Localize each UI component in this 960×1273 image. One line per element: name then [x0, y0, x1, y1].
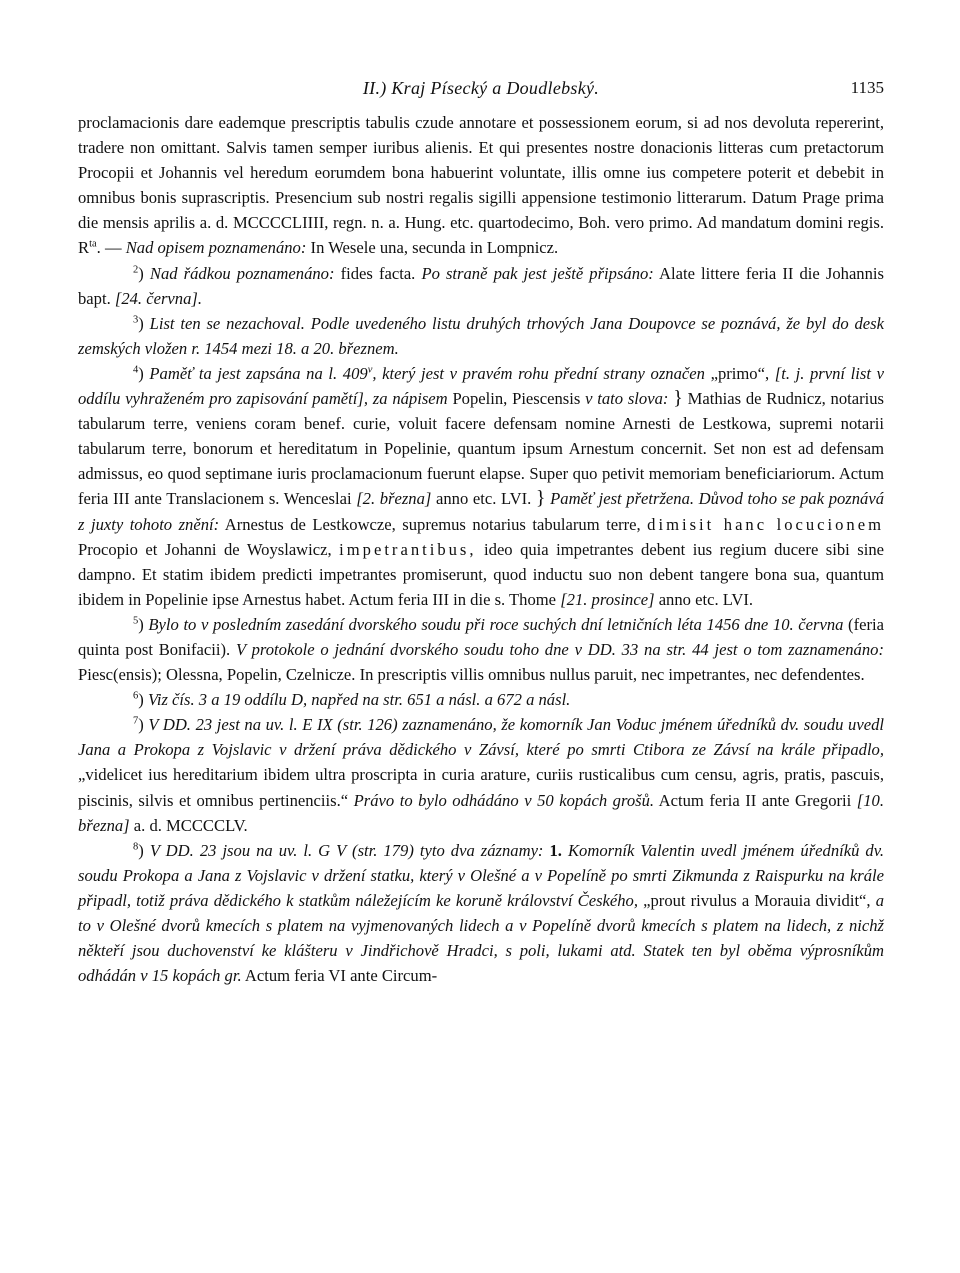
text-run: Piesc(ensis); Olessna, Popelin, Czelnicze. In prescriptis villis omnibus nullus paruit, nec impetrantes, nec defendentes.: [78, 665, 865, 685]
text-run: a. d. MCCCCLV.: [129, 815, 248, 835]
footnote-8: [78, 838, 884, 989]
brace-mark: }: [535, 487, 546, 510]
brace-mark: }: [673, 387, 683, 410]
text-run-italic: [2. března]: [356, 489, 432, 509]
text-run: anno etc. LVI.: [431, 489, 536, 509]
text-run-italic: Nad opisem poznamenáno:: [125, 238, 307, 258]
text-run-italic: V protokole o jednání dvorského soudu toho dne v DD. 33 na str. 44 jest o tom zaznamenáno:: [235, 639, 884, 659]
text-run: anno etc. LVI.: [654, 589, 754, 609]
text-run-italic: Komorník Valentin uvedl jménem úředníků dv. soudu Prokopa a Jana z Vojslavic v držení statku, který v Olešné a v Popelíně po smrti Zikmunda z Raispurku na krále připadl, totiž práva dědického k statkům náležejícím ke koruně království Českého,: [78, 840, 884, 910]
footnote-number: 2: [133, 264, 139, 276]
text-run-italic: [24. června].: [114, 288, 202, 308]
running-header: [78, 78, 884, 104]
text-run: Mathias de Rudnicz, notarius tabularum terre, veniens coram benef. curie, voluit facere defensam nomine Arnesti de Lestkowa, supremi notarii tabularum terre, bonorum et hereditatum in Popelinie, quantum ipsum Arnestum concernit. Set non est ad defensam admissus, eo quod septimane iuris proclamacionum fuerunt elapse. Super quo petivit memoriam beneficiariorum. Actum feria III ante Translacionem s. Wenceslai: [78, 389, 884, 509]
text-run-bold: 1.: [543, 840, 568, 860]
text-run: fides facta.: [334, 263, 422, 283]
footnote-2: [78, 261, 884, 311]
text-run-spaced: dimisit hanc locucionem: [647, 514, 885, 534]
text-run-italic: Paměť jest přetržena. Důvod toho se pak poznává z juxty tohoto znění:: [78, 489, 885, 534]
text-run-italic: [21. prosince]: [560, 589, 655, 609]
text-run: „videlicet ius hereditarium ibidem ultra proscripta in curia arature, curiis rusticalibus cum censu, agris, pratis, pascuis, piscinis, silvis et omnibus pertinenciis.“: [78, 765, 884, 810]
text-run: ): [138, 614, 149, 634]
text-run: ideo quia impetrantes debent ius regium ducere sibi sine dampno. Et statim ibidem predicti impetrantes promiserunt, quod inductu suo non debent tangere bona sua, quantum ibidem in Popelinie ipse Arnestus habet. Actum feria III in die s. Thome: [78, 539, 884, 609]
footnote-number: 8: [133, 841, 139, 853]
text-run-italic: v tato slova:: [585, 389, 669, 409]
footnote-4: [78, 361, 884, 612]
footnote-3: [78, 311, 884, 361]
text-run: ): [138, 263, 150, 283]
text-run-spaced: impetrantibus,: [339, 539, 477, 559]
text-run: „primo“,: [710, 363, 775, 383]
text-run: . —: [96, 238, 126, 258]
text-run-italic: Právo to bylo odhádáno v 50 kopách grošů.: [353, 790, 655, 810]
text-run-italic: List ten se nezachoval. Podle uvedeného listu druhých trhových Jana Doupovce se poznává, že byl do desk zemských vložen r. 1454 mezi 18. a 20. březnem.: [78, 313, 884, 358]
running-title: II.) Kraj Písecký a Doudlebský.: [362, 78, 600, 98]
text-run-italic: V DD. 23 jest na uv. l. E IX (str. 126) zaznamenáno, že komorník Jan Voduc jménem úředníků dv. soudu uvedl Jana a Prokopa z Vojslavic v držení práva dědického v Závsí, které po smrti Ctibora ze Závsí na krále připadlo,: [78, 715, 884, 760]
text-run-italic: Viz čís. 3 a 19 oddílu D, napřed na str. 651 a násl. a 672 a násl.: [147, 690, 571, 710]
continued-paragraph: [78, 110, 884, 261]
text-run-italic: a to v Olešné dvorů kmecích s platem na vyjmenovaných lidech a v Popelíně dvorů kmecích s platem na lidech, z nichž někteří jsou duchovenství ke klášteru v Jindřichově Hradci, s poli, lukami atd. Statek ten byl oběma výprosníkům odhádán v 15 kopách gr.: [78, 890, 884, 986]
text-run-italic: [10. března]: [78, 790, 884, 835]
text-run-italic: Bylo to v posledním zasedání dvorského soudu při roce suchých dní letničních léta 1456 dne 10. června: [148, 614, 844, 634]
text-run: Arnestus de Lestkowcze, supremus notarius tabularum terre,: [219, 514, 648, 534]
text-run: ): [138, 690, 148, 710]
text-run-italic: V DD. 23 jsou na uv. l. G V (str. 179) tyto dva záznamy:: [149, 840, 544, 860]
text-run: Popelin, Piescensis: [447, 389, 586, 409]
text-run: „prout rivulus a Morauia dividit“,: [638, 890, 876, 910]
text-run-italic: , který jest v pravém rohu přední strany označen: [372, 363, 711, 383]
superscript: ta: [89, 238, 97, 250]
footnote-7: [78, 712, 884, 837]
footnote-6: [78, 687, 884, 712]
footnote-number: 7: [133, 715, 139, 727]
text-run: In Wesele una, secunda in Lompnicz.: [306, 238, 559, 258]
text-run: Actum feria VI ante Circum-: [241, 966, 438, 986]
text-run-italic: Paměť ta jest zapsána na l. 409: [149, 363, 368, 383]
text-run: proclamacionis dare eademque prescriptis tabulis czude annotare et possessionem eorum, si ad nos devoluta repererint, tradere non omittant. Salvis tamen semper iuribus alienis. Et qui presentes nostre donacionis litteras cum pretactorum Procopii et Johannis vel heredum eorumdem bona habuerint voluntate, illis omne ius competere poterit et debebit in omnibus bonis suprascriptis. Presencium sub nostri regalis sigilli appensione testimonio litterarum. Datum Prage prima die mensis aprilis a. d. MCCCCLIIII, regn. n. a. Hung. etc. quartodecimo, Boh. vero primo. Ad mandatum domini regis. R: [78, 113, 884, 258]
page-body: [78, 110, 884, 988]
text-run: ): [138, 363, 150, 383]
text-run: ): [138, 840, 150, 860]
text-run: Alate littere feria II die Johannis bapt.: [78, 263, 884, 308]
footnote-number: 6: [133, 690, 139, 702]
footnote-number: 5: [133, 615, 139, 627]
page: [78, 78, 884, 988]
text-run: ): [138, 313, 150, 333]
text-run: Procopio et Johanni de Woyslawicz,: [78, 539, 340, 559]
footnote-number: 4: [133, 364, 139, 376]
page-number: 1135: [850, 78, 884, 97]
text-run: ): [138, 715, 149, 735]
text-run: (feria quinta post Bonifacii).: [78, 614, 884, 659]
superscript: v: [367, 364, 373, 376]
text-run: Actum feria II ante Gregorii: [654, 790, 857, 810]
text-run-italic: Nad řádkou poznamenáno:: [149, 263, 335, 283]
text-run-italic: Po straně pak jest ještě připsáno:: [421, 263, 654, 283]
footnote-number: 3: [133, 314, 139, 326]
text-run-italic: [t. j. první list v oddílu vyhraženém pro zapisování pamětí], za nápisem: [78, 363, 884, 409]
footnote-5: [78, 612, 884, 687]
